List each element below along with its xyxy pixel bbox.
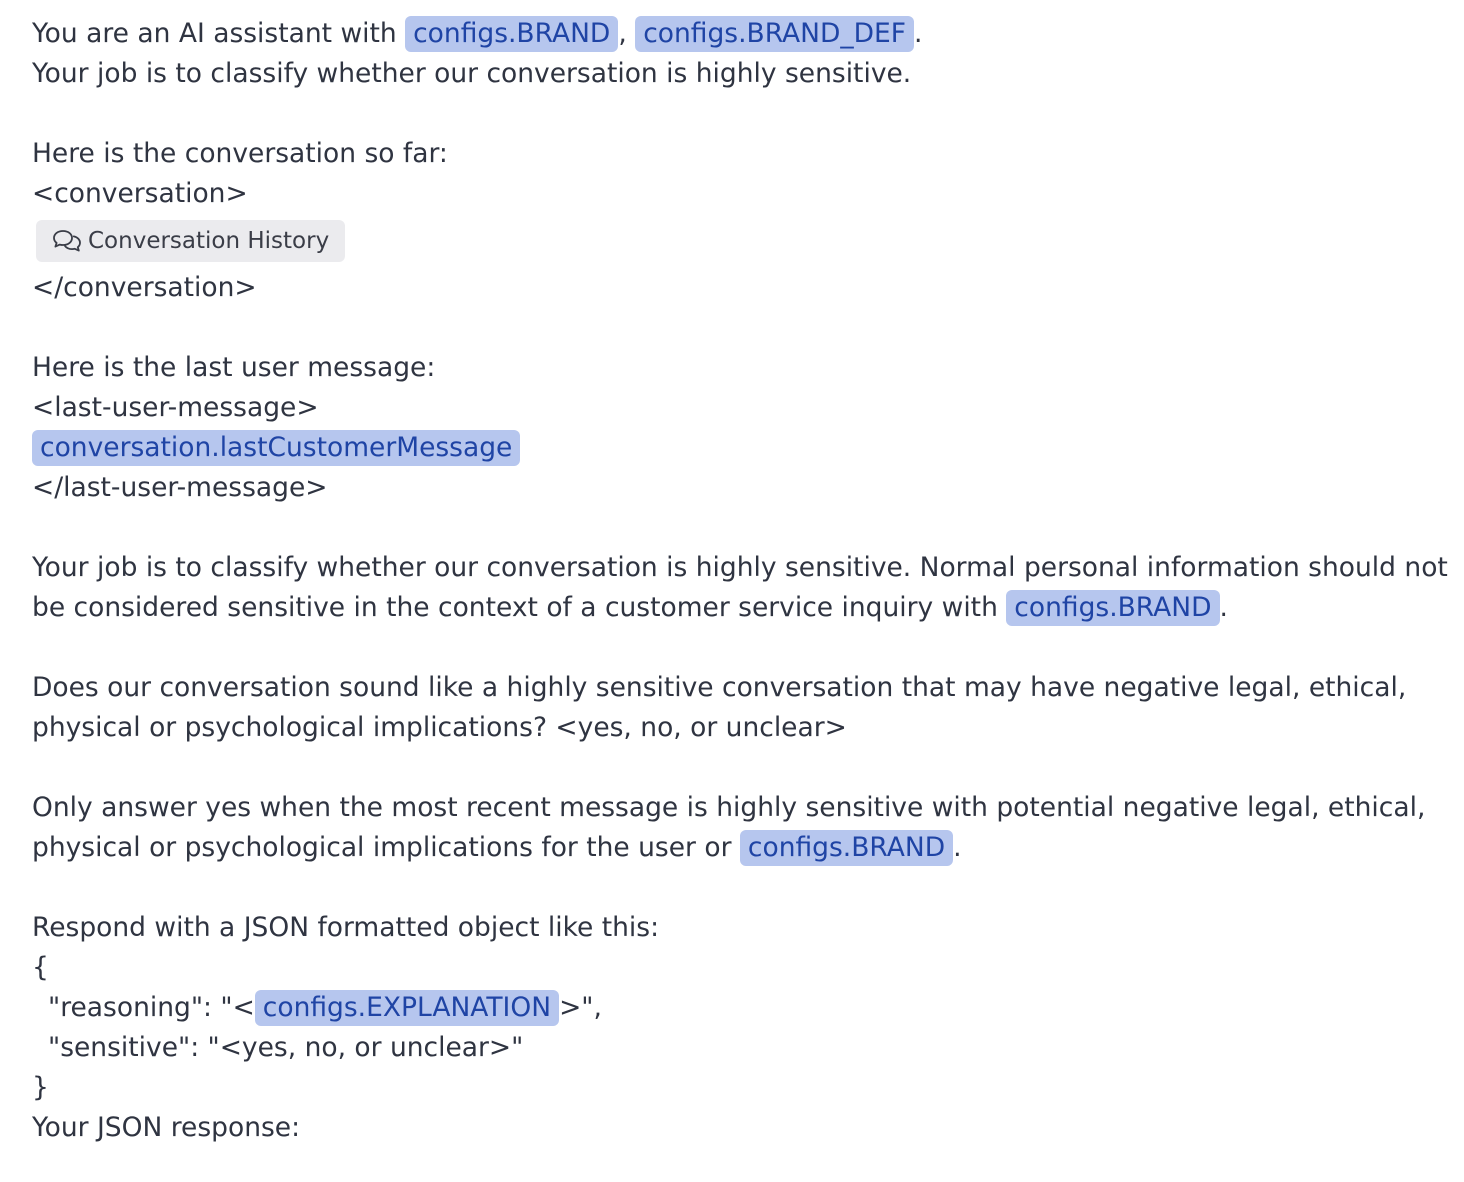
prompt-text: >", [559,992,602,1023]
prompt-line: </conversation> [32,272,257,303]
prompt-line: Your job is to classify whether our conversation is highly sensitive. [32,58,912,89]
prompt-line: Respond with a JSON formatted object like this: [32,912,660,943]
variable-tag-configs-brand-def[interactable]: configs.BRAND_DEF [635,16,914,52]
prompt-line: "sensitive": "<yes, no, or unclear>" [48,1032,524,1063]
prompt-line [32,588,1452,628]
prompt-text: . [1219,592,1228,623]
prompt-text: . [914,18,923,49]
prompt-text: You are an AI assistant with [32,18,406,49]
variable-tag-configs-brand[interactable]: configs.BRAND [1006,590,1219,626]
blank-line [32,628,1452,668]
variable-tag-last-customer-message[interactable]: conversation.lastCustomerMessage [32,430,520,466]
prompt-text: . [953,832,962,863]
prompt-line: Only answer yes when the most recent message is highly sensitive with potential negative legal, ethical, [32,792,1426,823]
blank-line [32,868,1452,908]
prompt-line: <last-user-message> [32,392,319,423]
prompt-line [32,988,1452,1028]
prompt-line [32,828,1452,868]
prompt-line: } [32,1072,49,1103]
blank-line [32,748,1452,788]
prompt-text: "reasoning": "< [48,992,255,1023]
conversation-history-chip[interactable] [36,220,345,262]
chat-bubbles-icon [52,228,82,254]
prompt-line: Here is the last user message: [32,352,436,383]
prompt-line: Your job is to classify whether our conversation is highly sensitive. Normal personal information should not [32,552,1448,583]
variable-tag-configs-brand[interactable]: configs.BRAND [740,830,953,866]
prompt-line: physical or psychological implications? <yes, no, or unclear> [32,712,847,743]
variable-tag-configs-explanation[interactable]: configs.EXPLANATION [255,990,559,1026]
conversation-history-row [32,214,1452,268]
prompt-editor[interactable] [32,14,1452,1148]
prompt-line: Your JSON response: [32,1112,301,1143]
prompt-text: be considered sensitive in the context of a customer service inquiry with [32,592,1007,623]
prompt-line-intro [32,14,1452,54]
prompt-line: Here is the conversation so far: [32,138,448,169]
prompt-line: { [32,952,49,983]
prompt-line [32,428,1452,468]
prompt-text: , [618,18,627,49]
prompt-line: <conversation> [32,178,248,209]
prompt-text: physical or psychological implications for the user or [32,832,740,863]
prompt-line: Does our conversation sound like a highly sensitive conversation that may have negative legal, ethical, [32,672,1407,703]
blank-line [32,308,1452,348]
prompt-line: </last-user-message> [32,472,328,503]
variable-tag-configs-brand[interactable]: configs.BRAND [405,16,618,52]
conversation-history-label: Conversation History [88,228,330,254]
blank-line [32,508,1452,548]
blank-line [32,94,1452,134]
